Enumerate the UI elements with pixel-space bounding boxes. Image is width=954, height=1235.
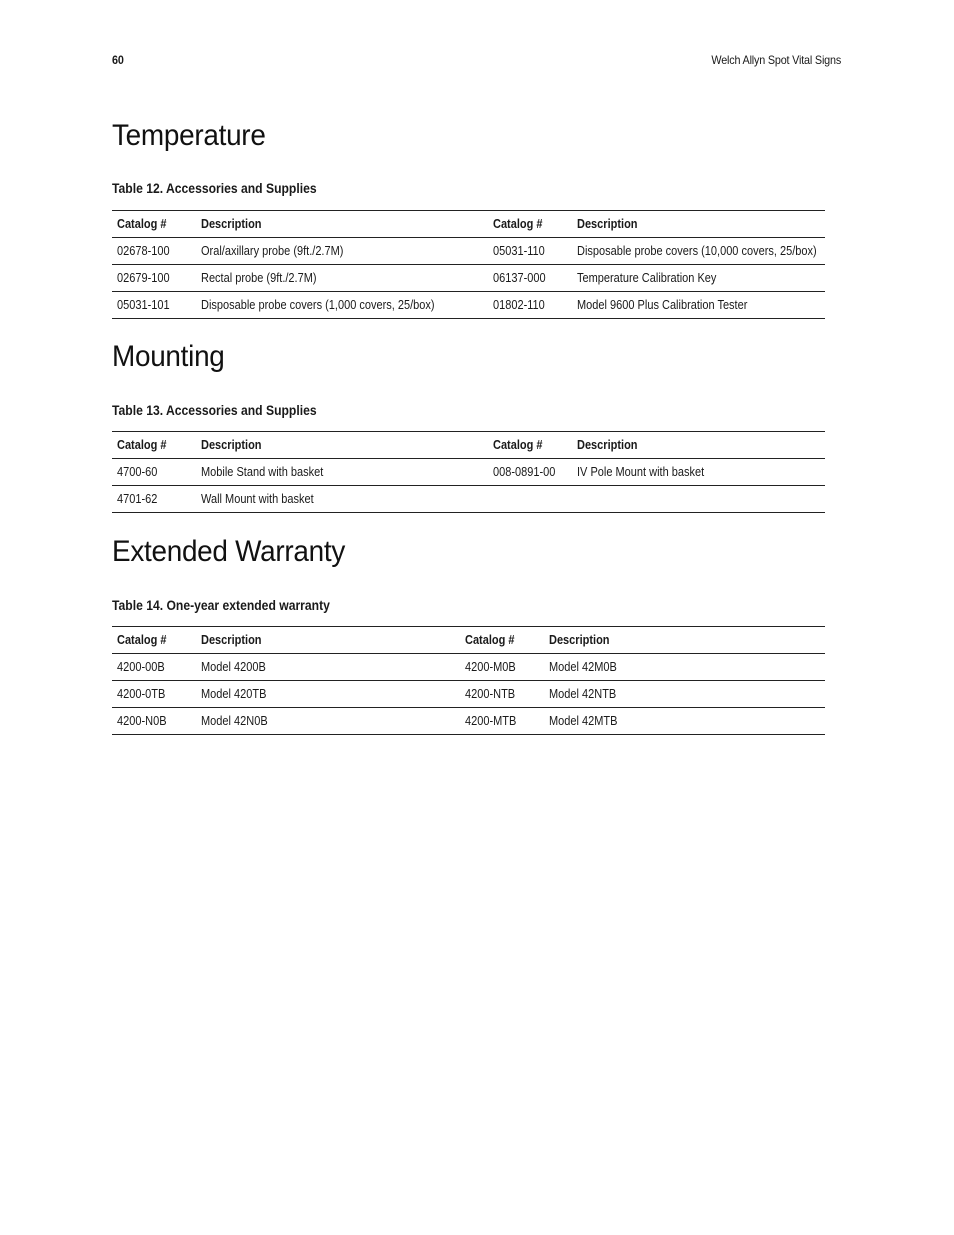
table-row bbox=[112, 238, 825, 265]
table-cell: 01802-110 bbox=[493, 298, 545, 312]
table-cell: Disposable probe covers (1,000 covers, 25/box) bbox=[201, 298, 435, 312]
table-row bbox=[112, 708, 825, 735]
table-cell bbox=[572, 486, 825, 513]
table-cell: 06137-000 bbox=[493, 271, 546, 285]
table-caption: Table 13. Accessories and Supplies bbox=[112, 403, 317, 418]
table-cell: Model 42M0B bbox=[549, 660, 617, 674]
table-caption: Table 12. Accessories and Supplies bbox=[112, 181, 317, 196]
running-title: Welch Allyn Spot Vital Signs bbox=[711, 53, 841, 67]
section-mounting bbox=[112, 340, 825, 506]
table-cell: 4200-00B bbox=[117, 660, 165, 674]
table-row bbox=[112, 265, 825, 292]
column-header: Description bbox=[201, 217, 262, 231]
section-extended-warranty bbox=[112, 535, 825, 728]
table-cell: Model 42NTB bbox=[549, 687, 617, 701]
column-header: Description bbox=[201, 633, 262, 647]
table-cell: Model 420TB bbox=[201, 687, 267, 701]
column-header: Catalog # bbox=[117, 217, 167, 231]
column-header: Description bbox=[549, 633, 610, 647]
section-temperature bbox=[112, 119, 825, 312]
column-header: Catalog # bbox=[117, 438, 167, 452]
table-cell bbox=[488, 486, 572, 513]
table-cell: Model 42N0B bbox=[201, 714, 268, 728]
section-title: Mounting bbox=[112, 340, 225, 373]
column-header: Catalog # bbox=[493, 217, 543, 231]
table-cell: 008-0891-00 bbox=[493, 465, 556, 479]
table-row bbox=[112, 654, 825, 681]
column-header: Catalog # bbox=[493, 438, 543, 452]
table-cell: 05031-110 bbox=[493, 244, 545, 258]
table-cell: 4200-0TB bbox=[117, 687, 166, 701]
table-cell: 4200-M0B bbox=[465, 660, 516, 674]
table-row bbox=[112, 459, 825, 486]
accessories-table bbox=[112, 210, 825, 319]
table-cell: Rectal probe (9ft./2.7M) bbox=[201, 271, 317, 285]
table-cell: 4200-MTB bbox=[465, 714, 517, 728]
table-header-row bbox=[112, 627, 825, 654]
column-header: Description bbox=[577, 438, 638, 452]
table-row bbox=[112, 681, 825, 708]
table-cell: 02679-100 bbox=[117, 271, 170, 285]
accessories-table bbox=[112, 431, 825, 513]
table-caption: Table 14. One-year extended warranty bbox=[112, 598, 330, 613]
page-number: 60 bbox=[112, 53, 124, 67]
table-cell: 4200-N0B bbox=[117, 714, 167, 728]
warranty-table bbox=[112, 626, 825, 735]
table-cell: 4700-60 bbox=[117, 465, 158, 479]
table-cell: 4701-62 bbox=[117, 492, 158, 506]
table-cell: 05031-101 bbox=[117, 298, 170, 312]
table-cell: 4200-NTB bbox=[465, 687, 516, 701]
table-cell: Mobile Stand with basket bbox=[201, 465, 324, 479]
section-title: Extended Warranty bbox=[112, 535, 346, 568]
column-header: Catalog # bbox=[117, 633, 167, 647]
table-row bbox=[112, 292, 825, 319]
table-cell: Temperature Calibration Key bbox=[577, 271, 717, 285]
table-cell: Oral/axillary probe (9ft./2.7M) bbox=[201, 244, 344, 258]
column-header: Description bbox=[577, 217, 638, 231]
table-cell: IV Pole Mount with basket bbox=[577, 465, 705, 479]
table-cell: Model 9600 Plus Calibration Tester bbox=[577, 298, 748, 312]
table-cell: Disposable probe covers (10,000 covers, 25/box) bbox=[577, 244, 817, 258]
table-cell: Wall Mount with basket bbox=[201, 492, 314, 506]
table-row bbox=[112, 486, 825, 513]
table-cell: 02678-100 bbox=[117, 244, 170, 258]
column-header: Description bbox=[201, 438, 262, 452]
section-title: Temperature bbox=[112, 119, 266, 152]
table-cell: Model 42MTB bbox=[549, 714, 618, 728]
table-header-row bbox=[112, 211, 825, 238]
column-header: Catalog # bbox=[465, 633, 515, 647]
table-cell: Model 4200B bbox=[201, 660, 266, 674]
table-header-row bbox=[112, 432, 825, 459]
